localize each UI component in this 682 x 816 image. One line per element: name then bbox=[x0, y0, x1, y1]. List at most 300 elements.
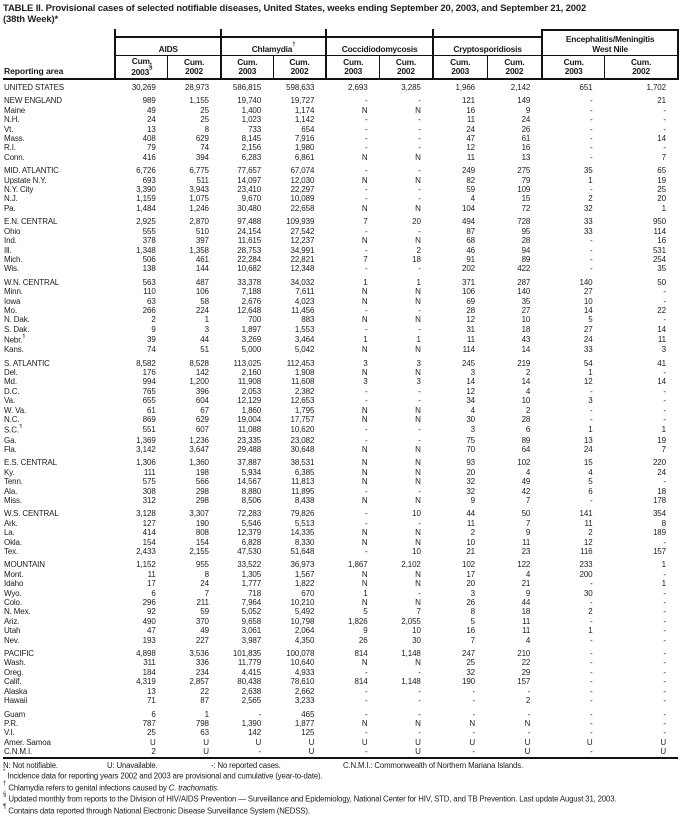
cell: - bbox=[663, 477, 666, 487]
table-row bbox=[3, 706, 678, 719]
cell: 74 bbox=[147, 345, 156, 355]
cell: 718 bbox=[248, 588, 262, 598]
cell: 5,492 bbox=[294, 607, 315, 617]
cell: 10,640 bbox=[290, 658, 315, 668]
cell: U bbox=[524, 737, 531, 747]
row-label: Wis. bbox=[4, 264, 19, 274]
cell: 378 bbox=[142, 236, 156, 246]
cell: 43 bbox=[521, 334, 531, 344]
cell: 44 bbox=[200, 334, 209, 344]
cell: - bbox=[418, 686, 421, 696]
table-row bbox=[3, 626, 678, 635]
table-row bbox=[3, 496, 678, 505]
cell: - bbox=[663, 105, 666, 115]
table-row bbox=[3, 668, 678, 677]
cell: - bbox=[472, 709, 476, 719]
reporting-area-header: Reporting area bbox=[3, 29, 115, 79]
cell: 35 bbox=[521, 296, 531, 306]
cell: 35 bbox=[583, 166, 593, 176]
cell: 311 bbox=[143, 658, 156, 668]
cell: 586,815 bbox=[232, 83, 262, 92]
cell: 5,000 bbox=[241, 345, 262, 355]
cell: 2 bbox=[470, 528, 476, 538]
cell: 22,284 bbox=[237, 254, 262, 264]
cell: 220 bbox=[652, 458, 666, 468]
table-row bbox=[3, 204, 678, 213]
cell: 3 bbox=[470, 425, 476, 435]
cell: 2,857 bbox=[189, 677, 209, 687]
cell: N bbox=[415, 495, 421, 505]
cell: 24 bbox=[657, 467, 666, 477]
cell: 2,638 bbox=[241, 686, 262, 696]
cell: 54 bbox=[583, 358, 593, 368]
column-header-cum-2002-encephalitis-west-nile: Cum. 2002 bbox=[605, 56, 678, 80]
row-label: Ga. bbox=[4, 435, 17, 445]
row-label: Kans. bbox=[4, 345, 24, 355]
table-row bbox=[3, 598, 678, 607]
cell: 461 bbox=[195, 254, 209, 264]
cell: 1,908 bbox=[294, 368, 315, 378]
cell: - bbox=[663, 649, 666, 659]
cell: - bbox=[663, 696, 666, 706]
cell: 14 bbox=[466, 377, 476, 387]
table-row bbox=[3, 406, 678, 415]
cell: - bbox=[527, 728, 531, 738]
footnote-list bbox=[3, 770, 679, 816]
cell: 3 bbox=[661, 345, 666, 355]
cell: - bbox=[589, 254, 593, 264]
cell: 28,753 bbox=[237, 245, 262, 255]
cell: 30 bbox=[583, 588, 593, 598]
cell: 141 bbox=[579, 509, 593, 519]
cell: 1,358 bbox=[189, 245, 209, 255]
cell: U bbox=[586, 737, 593, 747]
cell: 8,506 bbox=[241, 495, 262, 505]
cell: 3,128 bbox=[136, 509, 156, 519]
row-label: Upstate N.Y. bbox=[4, 175, 47, 185]
table-row bbox=[3, 387, 678, 396]
cell: 140 bbox=[517, 287, 531, 297]
cell: 227 bbox=[195, 635, 209, 645]
cell: N bbox=[415, 458, 421, 468]
cell: 2 bbox=[151, 747, 156, 757]
row-label: Ala. bbox=[4, 486, 18, 496]
legend-item: -: No reported cases. bbox=[211, 760, 281, 770]
table-row bbox=[3, 728, 678, 737]
cell: 655 bbox=[142, 396, 156, 406]
cell: - bbox=[418, 124, 421, 134]
cell: 2 bbox=[151, 315, 156, 325]
cell: 59 bbox=[466, 185, 476, 195]
cell: 629 bbox=[195, 134, 209, 144]
cell: 1,236 bbox=[189, 435, 209, 445]
cell: 127 bbox=[142, 518, 156, 528]
column-header-cum-2003-coccidiodomycosis: Cum. 2003 bbox=[326, 56, 379, 80]
cell: 2,055 bbox=[401, 616, 421, 626]
cell: U bbox=[415, 737, 421, 747]
cell: 20 bbox=[466, 579, 476, 589]
cell: - bbox=[527, 709, 531, 719]
table-row bbox=[3, 570, 678, 579]
cell: U bbox=[660, 747, 666, 757]
cell: 10 bbox=[412, 509, 421, 519]
cell: - bbox=[589, 245, 593, 255]
cell: - bbox=[663, 287, 666, 297]
cell: 234 bbox=[195, 667, 209, 677]
cell: 4,319 bbox=[136, 677, 156, 687]
cell: 1,826 bbox=[348, 616, 368, 626]
cell: 178 bbox=[652, 495, 666, 505]
cell: 5 bbox=[588, 477, 593, 487]
row-label: Wash. bbox=[4, 658, 26, 668]
cell: 1,702 bbox=[646, 83, 666, 92]
cell: 2,142 bbox=[510, 83, 531, 92]
cell: 14 bbox=[657, 134, 666, 144]
cell: 12,379 bbox=[237, 528, 262, 538]
cell: 3,269 bbox=[241, 334, 262, 344]
cell: 598,633 bbox=[286, 83, 315, 92]
cell: 91 bbox=[466, 254, 476, 264]
cell: 12,129 bbox=[237, 396, 262, 406]
cell: 11,456 bbox=[291, 305, 315, 315]
row-label: Guam bbox=[4, 709, 26, 719]
cell: 32 bbox=[466, 667, 476, 677]
cell: 28 bbox=[521, 236, 531, 246]
cell: 1,306 bbox=[136, 458, 156, 468]
cell: 24 bbox=[583, 444, 593, 454]
cell: 10 bbox=[412, 626, 421, 636]
cell: 2,102 bbox=[401, 560, 421, 570]
cell: 79 bbox=[147, 143, 156, 153]
table-row bbox=[3, 79, 678, 92]
cell: 700 bbox=[248, 315, 262, 325]
cell: 16 bbox=[657, 236, 666, 246]
cell: 7 bbox=[661, 152, 666, 162]
cell: - bbox=[663, 569, 666, 579]
cell: 106 bbox=[195, 287, 209, 297]
cell: 3 bbox=[363, 358, 368, 368]
column-header-cum-2003-aids: Cum. 2003§ bbox=[115, 56, 167, 80]
cell: 10 bbox=[521, 315, 531, 325]
cell: 9 bbox=[525, 588, 531, 598]
cell: 92 bbox=[147, 607, 156, 617]
cell: 1 bbox=[363, 277, 368, 287]
cell: N bbox=[415, 296, 421, 306]
cell: 157 bbox=[652, 547, 666, 556]
cell: 11,895 bbox=[291, 486, 315, 496]
cell: 8,880 bbox=[241, 486, 262, 496]
cell: - bbox=[365, 166, 368, 176]
cell: 1,980 bbox=[294, 143, 315, 153]
cell: 10 bbox=[466, 537, 476, 547]
table-row bbox=[3, 345, 678, 354]
table-row bbox=[3, 143, 678, 152]
cell: N bbox=[361, 345, 368, 355]
cell: 1,155 bbox=[189, 96, 209, 106]
column-group-label: Cryptosporidiosis bbox=[453, 43, 522, 54]
cell: 397 bbox=[195, 236, 209, 246]
cell: N bbox=[415, 405, 421, 415]
cell: - bbox=[663, 588, 666, 598]
column-group-aids bbox=[115, 29, 220, 56]
cell: 77,657 bbox=[237, 166, 262, 176]
row-label: Ind. bbox=[4, 236, 17, 246]
cell: - bbox=[418, 166, 421, 176]
cell: N bbox=[415, 579, 421, 589]
table-row bbox=[3, 194, 678, 203]
cell: 219 bbox=[517, 358, 531, 368]
cell: N bbox=[415, 287, 421, 297]
cell: - bbox=[418, 728, 421, 738]
cell: 490 bbox=[142, 616, 156, 626]
cell: U bbox=[308, 737, 315, 747]
cell: - bbox=[589, 124, 593, 134]
cell: 4 bbox=[525, 569, 531, 579]
cell: 6,385 bbox=[294, 467, 315, 477]
cell: - bbox=[663, 718, 666, 728]
cell: 3 bbox=[470, 588, 476, 598]
table-row bbox=[3, 636, 678, 645]
cell: 3 bbox=[588, 396, 593, 406]
cell: 15 bbox=[521, 194, 531, 204]
cell: 2,565 bbox=[241, 696, 262, 706]
cell: 5 bbox=[588, 315, 593, 325]
row-label: R.I. bbox=[4, 143, 16, 153]
cell: - bbox=[589, 635, 593, 645]
cell: N bbox=[361, 495, 368, 505]
cell: 4 bbox=[525, 635, 531, 645]
cell: - bbox=[418, 226, 421, 236]
cell: 18 bbox=[521, 324, 531, 334]
cell: 102 bbox=[517, 458, 531, 468]
row-label: MOUNTAIN bbox=[4, 560, 45, 570]
cell: 394 bbox=[195, 152, 209, 162]
cell: - bbox=[365, 324, 368, 334]
cell: 33 bbox=[583, 345, 593, 355]
cell: - bbox=[418, 425, 421, 435]
cell: 5,042 bbox=[294, 345, 315, 355]
cell: 113,025 bbox=[233, 358, 262, 368]
cell: - bbox=[418, 588, 421, 598]
cell: - bbox=[365, 96, 368, 106]
cell: 89 bbox=[521, 254, 531, 264]
cell: 414 bbox=[142, 528, 156, 538]
cell: 12 bbox=[583, 377, 593, 387]
cell: 20 bbox=[466, 467, 476, 477]
cell: 18 bbox=[521, 607, 531, 617]
row-label: PACIFIC bbox=[4, 649, 34, 659]
cell: 80,438 bbox=[237, 677, 262, 687]
table-row bbox=[3, 334, 678, 345]
cell: 6,861 bbox=[294, 152, 315, 162]
cell: 184 bbox=[142, 667, 156, 677]
cell: 2,155 bbox=[189, 547, 209, 556]
cell: - bbox=[365, 547, 368, 556]
cell: 125 bbox=[301, 728, 315, 738]
cell: 31 bbox=[466, 324, 476, 334]
cell: 3,390 bbox=[136, 185, 156, 195]
cell: 190 bbox=[195, 518, 209, 528]
cell: 7,188 bbox=[241, 287, 262, 297]
cell: 1 bbox=[416, 277, 421, 287]
table-row bbox=[3, 315, 678, 324]
cell: - bbox=[663, 635, 666, 645]
table-title-line2: (38th Week)* bbox=[3, 14, 59, 25]
cell: - bbox=[663, 415, 666, 425]
cell: 3,464 bbox=[294, 334, 315, 344]
cell: 26 bbox=[466, 598, 476, 608]
cell: 39 bbox=[147, 334, 156, 344]
cell: 19,727 bbox=[290, 96, 315, 106]
table-row bbox=[3, 589, 678, 598]
row-label: Mont. bbox=[4, 569, 24, 579]
row-label: E.S. CENTRAL bbox=[4, 458, 57, 468]
table-row bbox=[3, 213, 678, 226]
cell: 416 bbox=[142, 152, 156, 162]
cell: 16 bbox=[466, 626, 476, 636]
legend-line bbox=[3, 762, 679, 771]
cell: - bbox=[663, 368, 666, 378]
cell: - bbox=[663, 296, 666, 306]
cell: - bbox=[365, 194, 368, 204]
cell: 1 bbox=[661, 579, 666, 589]
cell: 2,433 bbox=[136, 547, 156, 556]
cell: 13 bbox=[147, 124, 156, 134]
cell: 11,779 bbox=[237, 658, 262, 668]
cell: U bbox=[150, 737, 156, 747]
cell: - bbox=[365, 124, 368, 134]
cell: 10,620 bbox=[290, 425, 315, 435]
cell: 61 bbox=[521, 134, 531, 144]
cell: 12,237 bbox=[290, 236, 315, 246]
cell: - bbox=[663, 626, 666, 636]
cell: N bbox=[469, 718, 476, 728]
cell: 22 bbox=[521, 658, 531, 668]
cell: 7,964 bbox=[241, 598, 262, 608]
cell: 63 bbox=[200, 728, 209, 738]
row-label: P.R. bbox=[4, 718, 18, 728]
cell: 670 bbox=[301, 588, 315, 598]
cell: - bbox=[663, 124, 666, 134]
cell: 465 bbox=[301, 709, 315, 719]
footnote: † Chlamydia refers to genital infections caused by C. trachomatis. bbox=[3, 780, 219, 793]
cell: 122 bbox=[517, 560, 531, 570]
cell: 396 bbox=[195, 386, 209, 396]
row-label: Wyo. bbox=[4, 588, 22, 598]
cell: 26 bbox=[521, 124, 531, 134]
table-row bbox=[3, 528, 678, 537]
row-label: Ky. bbox=[4, 467, 15, 477]
table-row bbox=[3, 255, 678, 264]
cell: 35 bbox=[657, 264, 666, 274]
cell: U bbox=[361, 737, 368, 747]
cell: 23,410 bbox=[237, 185, 262, 195]
cell: 5 bbox=[470, 616, 476, 626]
cell: N bbox=[361, 579, 368, 589]
cell: 72,283 bbox=[237, 509, 262, 519]
cell: 12,348 bbox=[290, 264, 315, 274]
cell: - bbox=[663, 598, 666, 608]
cell: - bbox=[365, 115, 368, 125]
table-row bbox=[3, 696, 678, 705]
table-row bbox=[3, 436, 678, 445]
cell: 8,438 bbox=[294, 495, 315, 505]
table-row bbox=[3, 415, 678, 424]
table-row bbox=[3, 617, 678, 626]
column-header-cum-2003-chlamydia: Cum. 2003 bbox=[221, 56, 273, 80]
cell: 245 bbox=[461, 358, 476, 368]
cell: 2 bbox=[588, 607, 593, 617]
cell: N bbox=[361, 236, 368, 246]
cell: 354 bbox=[652, 509, 666, 519]
cell: N bbox=[415, 537, 421, 547]
cell: 19,740 bbox=[237, 96, 262, 106]
cell: N bbox=[415, 598, 421, 608]
cell: 112,453 bbox=[286, 358, 315, 368]
cell: 10 bbox=[583, 296, 593, 306]
cell: 2,693 bbox=[348, 83, 368, 92]
cell: 13 bbox=[583, 435, 593, 445]
cell: 8 bbox=[204, 569, 209, 579]
column-group-chlamydia bbox=[221, 29, 326, 56]
row-label: Conn. bbox=[4, 152, 25, 162]
cell: 67 bbox=[200, 405, 209, 415]
cell: 200 bbox=[579, 569, 593, 579]
cell: 566 bbox=[195, 477, 209, 487]
cell: 11 bbox=[466, 518, 476, 528]
cell: U bbox=[469, 737, 476, 747]
cell: 11,615 bbox=[237, 236, 262, 246]
cell: 487 bbox=[195, 277, 209, 287]
cell: 33 bbox=[583, 217, 593, 227]
cell: 34,032 bbox=[290, 277, 315, 287]
cell: 9 bbox=[363, 626, 368, 636]
cell: - bbox=[589, 134, 593, 144]
cell: 10,089 bbox=[290, 194, 315, 204]
cell: N bbox=[524, 718, 531, 728]
cell: 370 bbox=[195, 616, 209, 626]
cell: 78,610 bbox=[290, 677, 315, 687]
cell: 1,369 bbox=[136, 435, 156, 445]
cell: - bbox=[663, 405, 666, 415]
cell: N bbox=[415, 415, 421, 425]
cell: 2,160 bbox=[241, 368, 262, 378]
column-group-label: Coccidiodomycosis bbox=[341, 43, 418, 54]
cell: 24 bbox=[466, 124, 476, 134]
table-row bbox=[3, 125, 678, 134]
cell: 79 bbox=[521, 175, 531, 185]
cell: 16 bbox=[521, 143, 531, 153]
column-header-cum-2003-encephalitis-west-nile: Cum. 2003 bbox=[542, 56, 604, 80]
header-rule bbox=[222, 36, 325, 38]
cell: N bbox=[415, 528, 421, 538]
cell: 1,152 bbox=[136, 560, 156, 570]
cell: U bbox=[524, 747, 531, 757]
cell: - bbox=[589, 105, 593, 115]
cell: 59 bbox=[200, 607, 209, 617]
cell: 2,053 bbox=[241, 386, 262, 396]
column-header-cum-2002-aids: Cum. 2002 bbox=[168, 56, 221, 80]
table-row bbox=[3, 396, 678, 405]
footnote: § Updated monthly from reports to the Division of HIV/AIDS Prevention — Surveillance and Epidemiology, National Center for HIV, STD, and TB Prevention. Last update August 31, 2003. bbox=[3, 792, 617, 805]
cell: 193 bbox=[142, 635, 156, 645]
cell: - bbox=[418, 96, 421, 106]
cell: 17 bbox=[466, 569, 476, 579]
cell: 4,350 bbox=[294, 635, 315, 645]
cell: 11 bbox=[466, 334, 476, 344]
cell: 47 bbox=[147, 626, 156, 636]
cell: 11 bbox=[522, 537, 531, 547]
